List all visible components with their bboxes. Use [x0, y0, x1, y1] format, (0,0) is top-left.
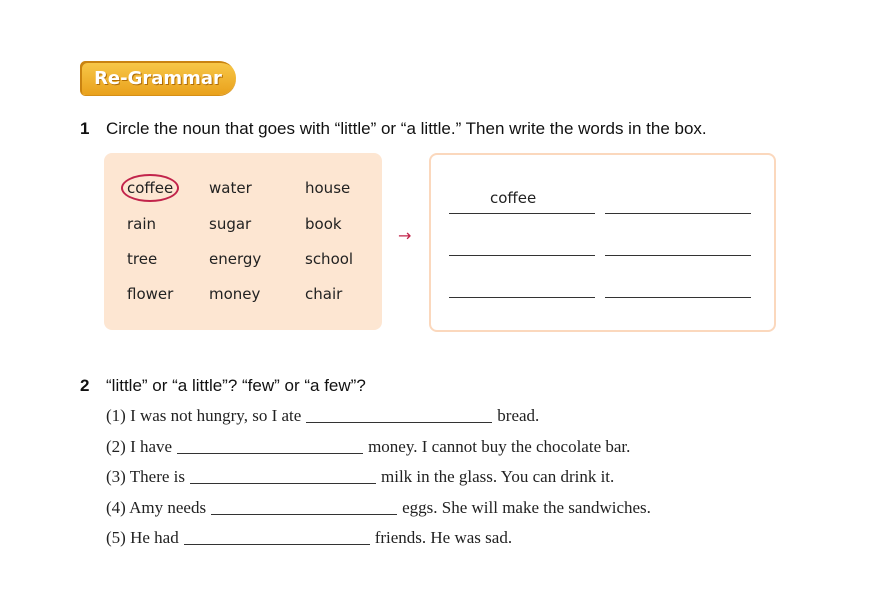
sentence-2: [106, 437, 630, 457]
section-badge: [80, 61, 236, 95]
question-1-instruction: Circle the noun that goes with “little” or “a little.” Then write the words in the box.: [106, 119, 707, 138]
sentence-2-blank[interactable]: [177, 452, 363, 454]
word-flower[interactable]: flower: [127, 285, 174, 303]
sentence-2-before: (2) I have: [106, 437, 173, 456]
sentence-1-after: bread.: [497, 406, 540, 425]
sentence-3-after: milk in the glass. You can drink it.: [381, 467, 615, 486]
answer-line-6[interactable]: [605, 297, 751, 298]
answer-line-1[interactable]: [449, 213, 595, 214]
question-1-heading: [80, 119, 707, 139]
answer-line-2[interactable]: [605, 213, 751, 214]
sentence-3-blank[interactable]: [190, 482, 376, 484]
word-bank: [104, 153, 382, 330]
word-energy[interactable]: energy: [209, 250, 262, 268]
sentence-3-before: (3) There is: [106, 467, 185, 486]
answer-1[interactable]: coffee: [490, 189, 537, 207]
sentence-5-before: (5) He had: [106, 528, 179, 547]
sentence-4-before: (4) Amy needs: [106, 498, 207, 517]
answer-box: [429, 153, 776, 332]
sentence-4: [106, 498, 651, 518]
word-sugar[interactable]: sugar: [209, 215, 252, 233]
sentence-5: [106, 528, 512, 548]
word-chair[interactable]: chair: [305, 285, 343, 303]
answer-line-3[interactable]: [449, 255, 595, 256]
question-1-number: 1: [80, 119, 90, 138]
word-house[interactable]: house: [305, 179, 351, 197]
question-2-number: 2: [80, 376, 90, 395]
sentence-3: [106, 467, 614, 487]
sentence-2-after: money. I cannot buy the chocolate bar.: [368, 437, 631, 456]
word-water[interactable]: water: [209, 179, 252, 197]
section-badge-label: Re-Grammar: [94, 67, 222, 89]
sentence-4-blank[interactable]: [211, 513, 397, 515]
word-school[interactable]: school: [305, 250, 354, 268]
sentence-5-after: friends. He was sad.: [374, 528, 513, 547]
word-coffee[interactable]: coffee: [127, 179, 174, 197]
sentence-1-blank[interactable]: [306, 421, 492, 423]
question-2-instruction: “little” or “a little”? “few” or “a few”?: [106, 376, 366, 395]
arrow-right-icon: →: [398, 226, 412, 245]
answer-line-4[interactable]: [605, 255, 751, 256]
question-2-heading: [80, 376, 366, 396]
sentence-4-after: eggs. She will make the sandwiches.: [402, 498, 651, 517]
word-book[interactable]: book: [305, 215, 342, 233]
word-tree[interactable]: tree: [127, 250, 158, 268]
answer-line-5[interactable]: [449, 297, 595, 298]
word-money[interactable]: money: [209, 285, 261, 303]
sentence-1-before: (1) I was not hungry, so I ate: [106, 406, 302, 425]
word-rain[interactable]: rain: [127, 215, 157, 233]
sentence-1: [106, 406, 539, 426]
sentence-5-blank[interactable]: [184, 543, 370, 545]
